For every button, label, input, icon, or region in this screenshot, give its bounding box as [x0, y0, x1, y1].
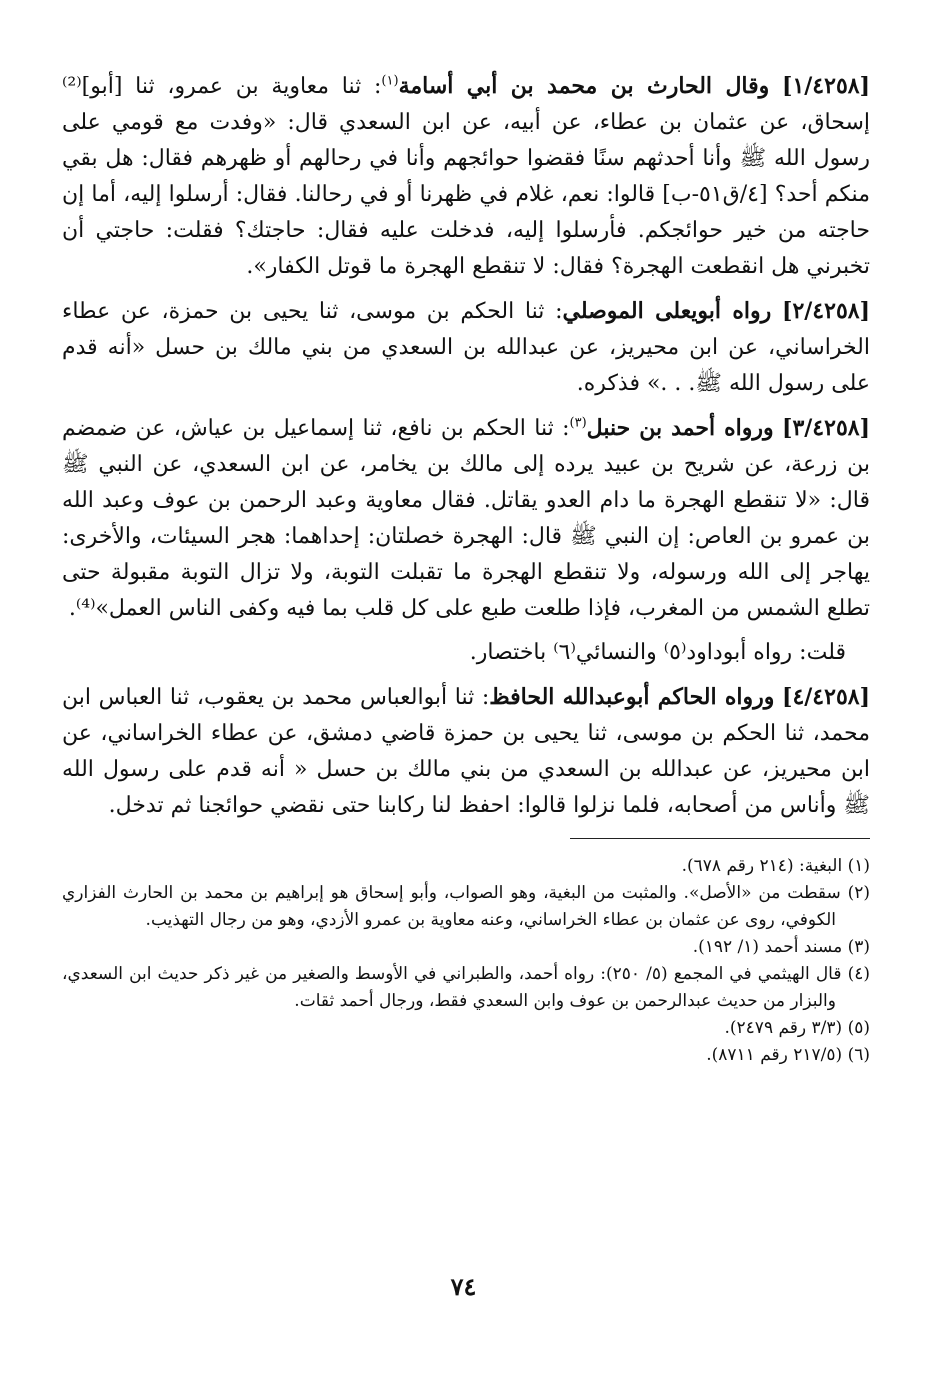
footnote-marker[interactable]: (١)	[381, 73, 399, 89]
hadith-paragraph-2	[62, 293, 870, 402]
narrator-name: رواه أبويعلى الموصلي	[562, 298, 772, 324]
footnotes-section	[62, 853, 870, 1069]
main-text	[62, 68, 870, 824]
hadith-paragraph-4	[62, 679, 870, 824]
narrator-name: وقال الحارث بن محمد بن أبي أسامة	[398, 73, 770, 99]
page-body	[62, 68, 870, 1069]
footnote-4: (٤) قال الهيثمي في المجمع (٥/ ٢٥٠): رواه أحمد، والطبراني في الأوسط والصغير من غير ذكر حديث ابن السعدي، والبزار من حديث عبدالرحمن بن عوف وابن السعدي فقط، ورجال أحمد ثقات.	[62, 964, 870, 1011]
narrator-name: ورواه الحاكم أبوعبدالله الحافظ	[489, 684, 775, 710]
footnote-marker[interactable]: (٣)	[569, 415, 587, 431]
author-note	[62, 635, 870, 671]
hadith-number: [٣/٤٢٥٨]	[782, 415, 870, 441]
hadith-number: [١/٤٢٥٨]	[782, 73, 870, 99]
paragraph-text: قلت: رواه أبوداود⁽٥⁾ والنسائي⁽٦⁾ باختصار.	[469, 640, 846, 665]
footnote-divider	[570, 838, 870, 839]
page-number: ٧٤	[450, 1272, 477, 1301]
hadith-paragraph-1	[62, 68, 870, 285]
footnote-6: (٦) (٢١٧/٥ رقم ٨٧١١).	[706, 1045, 870, 1065]
hadith-number: [٢/٤٢٥٨]	[782, 298, 870, 324]
footnote-3: (٣) مسند أحمد (١/ ١٩٢).	[692, 937, 870, 957]
paragraph-text: : ثنا معاوية بن عمرو، ثنا [أبو]⁽²⁾ إسحاق، عن عثمان بن عطاء، عن أبيه، عن ابن السعدي قال: «وفدت مع قومي على رسول الله ﷺ وأنا أحدثهم سنًا فقضوا حوائجهم وأنا في رحالهم أو ظهرهم فقال: هل بقي منكم أحد؟ [٤/ق٥١-ب] قالوا: نعم، غلام في ظهرنا أو في رحالنا. فقال: أرسلوا إليه، أما إن حاجته من خير حوائجكم. فأرسلوا إليه، فدخلت عليه فقال: حاجتك؟ فقلت: حاجتي أن تخبرني هل انقطعت الهجرة؟ فقال: لا تنقطع الهجرة ما قوتل الكفار».	[62, 74, 870, 279]
footnote-5: (٥) (٣/٣ رقم ٢٤٧٩).	[724, 1018, 870, 1038]
hadith-paragraph-3	[62, 410, 870, 627]
hadith-number: [٤/٤٢٥٨]	[782, 684, 870, 710]
paragraph-text: : ثنا الحكم بن نافع، ثنا إسماعيل بن عياش، عن ضمضم بن زرعة، عن شريح بن عبيد يرده إلى مالك بن يخامر، عن ابن السعدي، عن النبي ﷺ قال: «لا تنقطع الهجرة ما دام العدو يقاتل. فقال معاوية وعبد الرحمن بن عوف وعبد الله بن عمرو بن العاص: إن النبي ﷺ قال: الهجرة خصلتان: إحداهما: هجر السيئات، والأخرى: يهاجر إلى الله ورسوله، ولا تنقطع الهجرة ما تقبلت التوبة، ولا تزال التوبة مقبولة حتى تطلع الشمس من المغرب، فإذا طلعت طبع على كل قلب بما فيه وكفى الناس العمل»⁽⁴⁾.	[62, 416, 870, 621]
narrator-name: ورواه أحمد بن حنبل	[586, 415, 774, 441]
paragraph-text: : ثنا أبوالعباس محمد بن يعقوب، ثنا العباس ابن محمد، ثنا الحكم بن موسى، ثنا يحيى بن حمزة قاضي دمشق، عن عطاء الخراساني، عن ابن محيريز، عن عبدالله بن السعدي من بني مالك بن حسل « أنه قدم على رسول الله ﷺ وأناس من أصحابه، فلما نزلوا قالوا: احفظ لنا ركابنا حتى نقضي حوائجنا ثم تدخل.	[62, 685, 870, 818]
footnote-2: (٢) سقطت من «الأصل». والمثبت من البغية، وهو الصواب، وأبو إسحاق هو إبراهيم بن محمد بن الحارث الفزاري الكوفي، روى عن عثمان بن عطاء الخراساني، وعنه معاوية بن عمرو الأزدي، وهو من رجال التهذيب.	[62, 883, 870, 930]
footnote-1: (١) البغية: (٢١٤ رقم ٦٧٨).	[681, 856, 870, 876]
paragraph-text: : ثنا الحكم بن موسى، ثنا يحيى بن حمزة، عن عطاء الخراساني، عن ابن محيريز، عن عبدالله بن السعدي من بني مالك بن حسل «أنه قدم على رسول الله ﷺ. . .» فذكره.	[62, 299, 870, 396]
